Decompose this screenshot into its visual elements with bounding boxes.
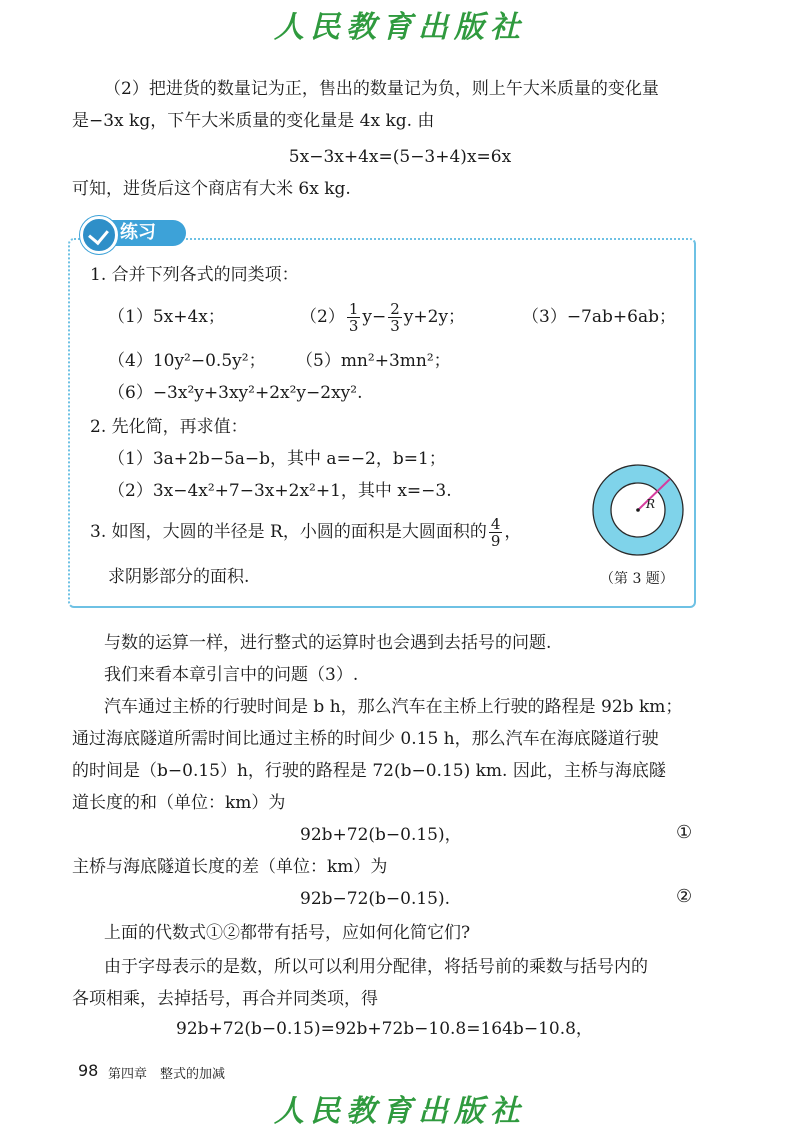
fraction-one-third: $\frac{1}{3}$	[348, 300, 359, 335]
q1-item-2: （2） $\frac{1}{3}$ y− $\frac{2}{3}$ y+2y；	[300, 300, 466, 335]
q2-item-2: （2）3x−4x²+7−3x+2x²+1，其中 x=−3.	[108, 481, 452, 501]
equation-1-mark: ①	[676, 822, 693, 843]
equation-1: 92b+72(b−0.15)，	[300, 825, 462, 845]
body-line-8: 上面的代数式①②都带有括号，应如何化简它们?	[104, 923, 471, 943]
body-line-4: 通过海底隧道所需时间比通过主桥的时间少 0.15 h，那么汽车在海底隧道行驶	[72, 729, 659, 749]
fraction-two-thirds: $\frac{2}{3}$	[390, 300, 400, 335]
q1-item-4: （4）10y²−0.5y²；	[108, 351, 266, 371]
intro-line-3: 可知，进货后这个商店有大米 6x kg.	[72, 179, 351, 199]
practice-title: 练习	[86, 220, 186, 246]
body-line-6: 道长度的和（单位：km）为	[72, 793, 286, 813]
body-line-10: 各项相乘，去掉括号，再合并同类项，得	[72, 989, 378, 1009]
equation-3: 92b+72(b−0.15)=92b+72b−10.8=164b−10.8，	[176, 1019, 593, 1039]
q1-item-6: （6）−3x²y+3xy²+2x²y−2xy².	[108, 383, 363, 403]
q3-line-1: 3. 如图，大圆的半径是 R，小圆的面积是大圆面积的 $\frac{4}{9}$ ，	[90, 515, 522, 550]
chapter-title: 第四章 整式的加减	[108, 1067, 226, 1082]
equation-2: 92b−72(b−0.15).	[300, 889, 451, 909]
intro-line-2: 是−3x kg，下午大米质量的变化量是 4x kg. 由	[72, 111, 435, 131]
figure-caption: （第 3 题）	[600, 571, 674, 587]
equation-2-mark: ②	[676, 886, 693, 907]
q2-item-1: （1）3a+2b−5a−b，其中 a=−2，b=1；	[108, 449, 446, 469]
check-icon	[80, 216, 118, 254]
radius-label: R	[646, 497, 656, 511]
body-line-1: 与数的运算一样，进行整式的运算时也会遇到去括号的问题.	[104, 633, 552, 653]
publisher-header: 人民教育出版社	[274, 10, 526, 45]
q3-line-2: 求阴影部分的面积.	[108, 567, 250, 587]
center-point	[636, 508, 640, 512]
body-line-5: 的时间是（b−0.15）h，行驶的路程是 72(b−0.15) km. 因此，主桥与海底隧	[72, 761, 666, 781]
page-number: 98	[78, 1061, 99, 1080]
annulus-figure	[590, 462, 686, 558]
q1-item-5: （5）mn²+3mn²；	[296, 351, 451, 371]
q2-title: 2. 先化简，再求值：	[90, 417, 248, 437]
q1-item-3: （3）−7ab+6ab；	[522, 307, 676, 327]
body-line-9: 由于字母表示的是数，所以可以利用分配律，将括号前的乘数与括号内的	[104, 957, 648, 977]
fraction-four-ninths: $\frac{4}{9}$	[490, 515, 501, 550]
q1-title: 1. 合并下列各式的同类项：	[90, 265, 299, 285]
body-line-3: 汽车通过主桥的行驶时间是 b h，那么汽车在主桥上行驶的路程是 92b km；	[104, 697, 683, 717]
intro-formula: 5x−3x+4x=(5−3+4)x=6x	[288, 147, 512, 167]
body-line-2: 我们来看本章引言中的问题（3）.	[104, 665, 359, 685]
intro-line-1: （2）把进货的数量记为正，售出的数量记为负，则上午大米质量的变化量	[104, 79, 659, 99]
q1-item-1: （1）5x+4x；	[108, 307, 225, 327]
body-line-7: 主桥与海底隧道长度的差（单位：km）为	[72, 857, 388, 877]
publisher-footer: 人民教育出版社	[274, 1094, 526, 1129]
